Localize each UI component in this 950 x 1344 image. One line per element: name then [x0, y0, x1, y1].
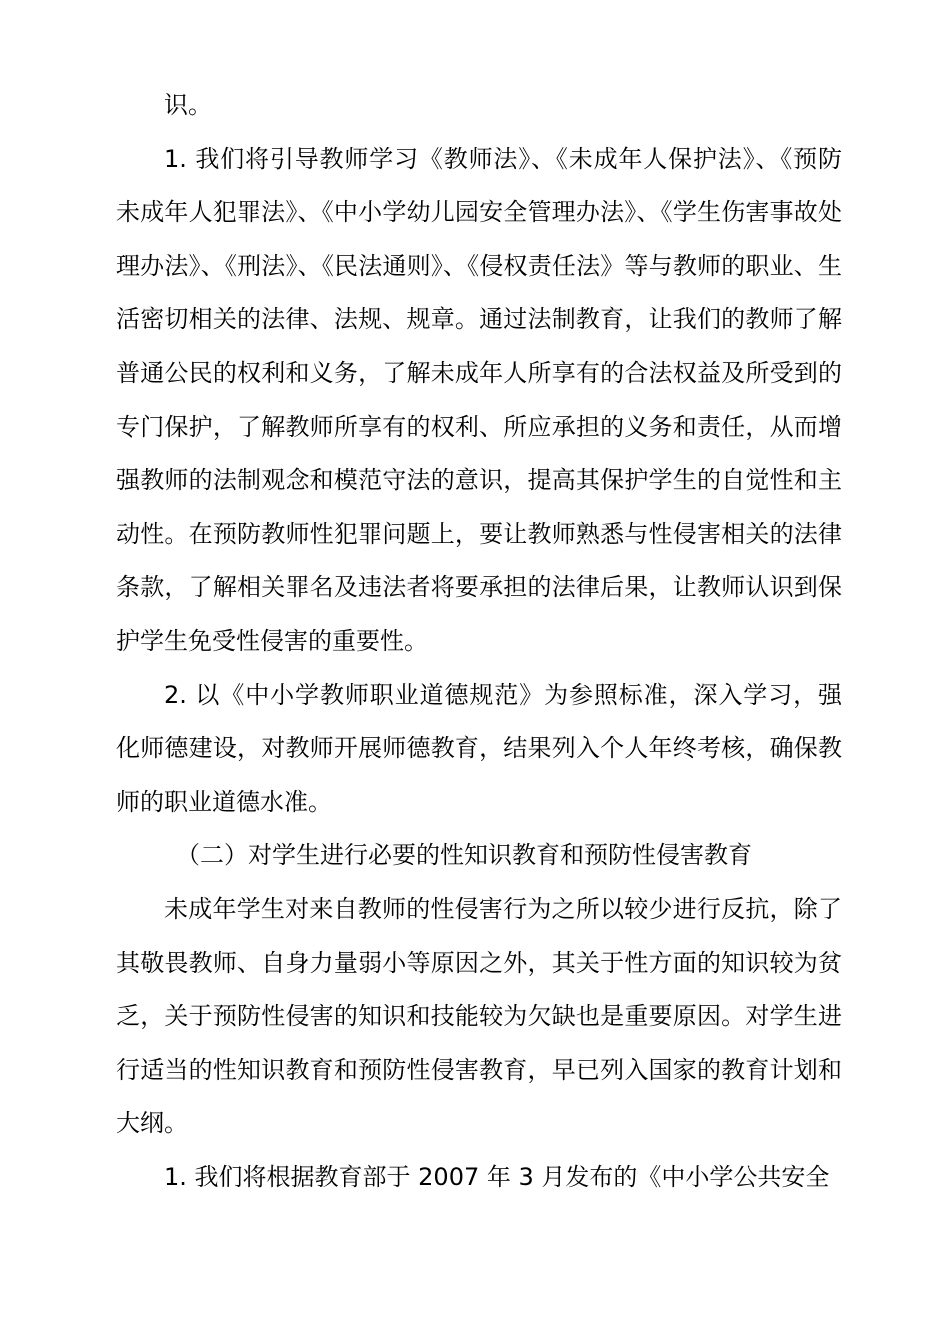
- section-heading-student-education: （二）对学生进行必要的性知识教育和预防性侵害教育: [176, 841, 752, 870]
- paragraph-student-education: 未成年学生对来自教师的性侵害行为之所以较少进行反抗，除了其敬畏教师、自身力量弱小等原因之外，其关于性方面的知识较为贫乏，关于预防性侵害的知识和技能较为欠缺也是重要原因。对学生进行适当的性知识教育和预防性侵害教育，早已列入国家的教育计划和大纲。: [116, 894, 842, 1138]
- document-body: [116, 79, 842, 1204]
- paragraph-item-2-ethics: 2. 以《中小学教师职业道德规范》为参照标准，深入学习，强化师德建设，对教师开展师德教育，结果列入个人年终考核，确保教师的职业道德水准。: [116, 680, 842, 816]
- paragraph-item-1-law-study: 1. 我们将引导教师学习《教师法》、《未成年人保护法》、《预防未成年人犯罪法》、《中小学幼儿园安全管理办法》、《学生伤害事故处理办法》、《刑法》、《民法通则》、《侵权责任法》等与教师的职业、生活密切相关的法律、法规、规章。通过法制教育，让我们的教师了解普通公民的权利和义务，了解未成年人所享有的合法权益及所受到的专门保护，了解教师所享有的权利、所应承担的义务和责任，从而增强教师的法制观念和模范守法的意识，提高其保护学生的自觉性和主动性。在预防教师性犯罪问题上，要让教师熟悉与性侵害相关的法律条款，了解相关罪名及违法者将要承担的法律后果，让教师认识到保护学生免受性侵害的重要性。: [116, 144, 842, 655]
- paragraph-continuation: 识。: [164, 91, 212, 119]
- paragraph-item-1-public-safety: 1. 我们将根据教育部于 2007 年 3 月发布的《中小学公共安全: [164, 1162, 830, 1191]
